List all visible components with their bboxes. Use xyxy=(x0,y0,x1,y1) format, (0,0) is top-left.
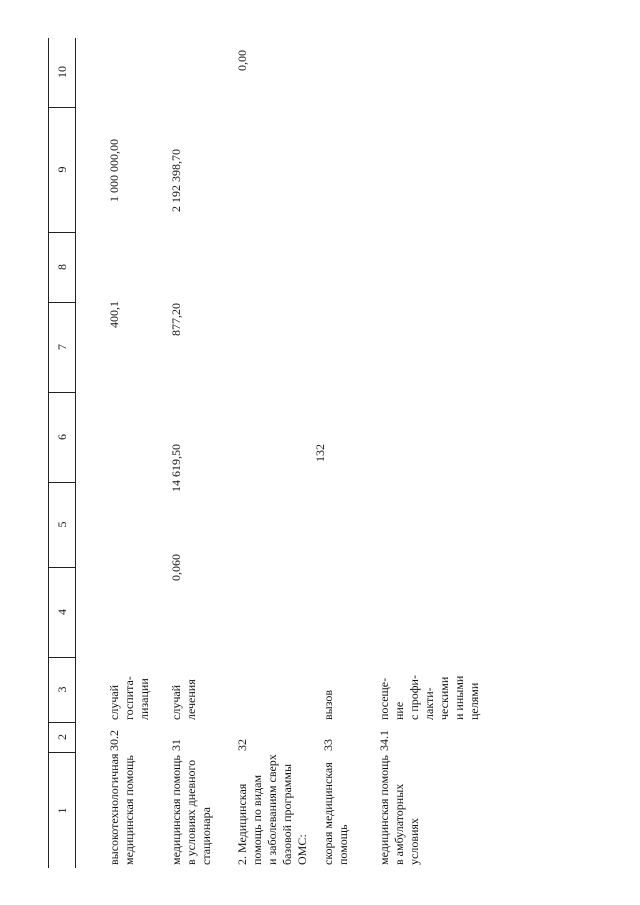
column-header-7: 7 xyxy=(49,302,75,393)
cell-line-number: 31 xyxy=(169,739,183,751)
cell-col5: 14 619,50 xyxy=(169,444,183,492)
cell-col9: 2 192 398,70 xyxy=(169,149,183,212)
column-header-2: 2 xyxy=(49,722,75,753)
column-header-5: 5 xyxy=(49,482,75,568)
column-header-8: 8 xyxy=(49,232,75,303)
cell-unit: вызов xyxy=(321,689,335,720)
cell-line-number: 33 xyxy=(321,739,335,751)
cell-col7: 400,1 xyxy=(107,301,121,328)
cell-col4: 0,060 xyxy=(169,554,183,581)
cell-name: 2. Медицинская помощь по видам и заболеваниям сверх базовой программы ОМС: xyxy=(235,754,309,865)
cell-unit: случай лечения xyxy=(169,679,198,720)
data-table xyxy=(48,38,593,868)
page-number: 132 xyxy=(312,444,327,462)
cell-line-number: 34.1 xyxy=(377,730,391,751)
column-header-10: 10 xyxy=(49,37,75,108)
cell-line-number: 32 xyxy=(235,739,249,751)
cell-name: медицинская помощь в условиях дневного стационара xyxy=(169,755,213,865)
cell-col7: 877,20 xyxy=(169,303,183,336)
column-header-9: 9 xyxy=(49,107,75,233)
column-header-4: 4 xyxy=(49,567,75,658)
cell-name: высокотехнологичная медицинская помощь xyxy=(107,753,136,865)
column-header-3: 3 xyxy=(49,657,75,723)
cell-name: скорая медицинская помощь xyxy=(321,762,350,865)
table-header-row xyxy=(48,38,76,868)
cell-name: медицинская помощь в амбулаторных условиях xyxy=(377,755,421,865)
cell-line-number: 30.2 xyxy=(107,730,121,751)
cell-unit: посеще- ние с профи- лакти- ческими и иными целями xyxy=(377,675,481,720)
cell-unit: случай госпита- лизации xyxy=(107,676,151,720)
cell-col9: 1 000 000,00 xyxy=(107,139,121,202)
column-header-1: 1 xyxy=(54,807,69,814)
cell-col10: 0,00 xyxy=(235,50,249,71)
column-header-6: 6 xyxy=(49,392,75,483)
